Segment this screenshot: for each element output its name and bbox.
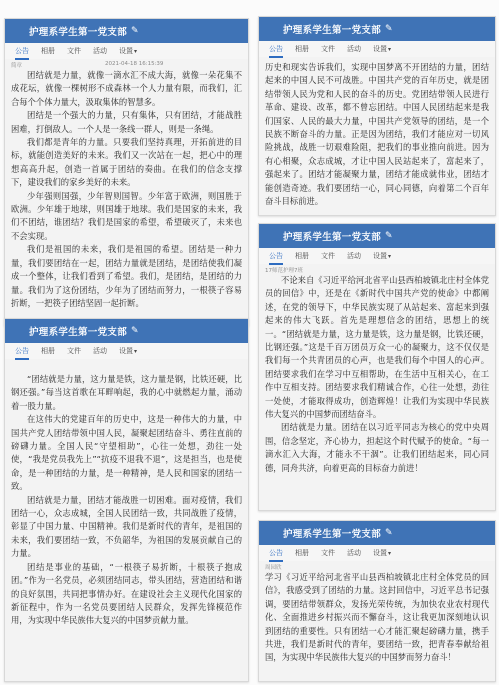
tab-activities[interactable]: 活动 (347, 252, 361, 260)
post-body (259, 274, 495, 475)
branch-title: 护理系学生第一党支部 (29, 27, 128, 38)
post-meta (5, 59, 248, 69)
card-header (5, 19, 248, 43)
tab-activities[interactable]: 活动 (93, 347, 107, 355)
edit-icon[interactable]: ✎ (385, 24, 393, 34)
post-author: 简章 (11, 63, 23, 69)
tab-files[interactable]: 文件 (321, 549, 335, 557)
tab-settings[interactable] (373, 44, 391, 54)
post-body (259, 57, 495, 208)
post-paragraph: 历史和现实告诉我们，实现中国梦离不开团结的力量，团结起来的中国人民不可战胜。中国共产党的百年历史，就是团结带领人民为党和人民的奋斗的历史。党团结带领人民进行革命、建设、改革，都不曾忘团结。中国人民团结起来是我们国家、人民的最大力量，中国共产党领导的团结，是一个民族不断奋斗的力量。正是因为团结，我们才能应对一切风险挑战，战胜一切艰难险阻，把我们的事业推向前进。因为有心相聚，众志成城，才让中国人民站起来了，富起来了，强起来了。团结才能凝聚力量，团结才能成就伟业，团结才能创造奇迹。我们要团结一心，同心同德，向着第二个百年奋斗目标前进。 (265, 62, 489, 207)
tab-settings-label: 设置 (373, 45, 387, 53)
post-paragraph: 团结就是力量，就像一滴水汇不成大海，就像一朵花集不成花坛，就像一棵树形不成森林一个人力量有限，而我们，汇合每个个体力量大，汲取集体的智慧多。 (11, 70, 242, 107)
tab-album[interactable]: 相册 (41, 47, 55, 55)
post-paragraph: “团结就是力量，这力量是铁，这力量是钢，比铁还硬，比钢还强。”每当这首歌在耳畔响起，我的心中就燃起力量，涌动着一股力量。 (11, 374, 242, 411)
edit-icon[interactable]: ✎ (385, 231, 393, 241)
post-card-middle-right (258, 223, 496, 511)
tab-album[interactable]: 相册 (295, 549, 309, 557)
chevron-down-icon: ▾ (134, 348, 138, 355)
post-card-top-right (258, 16, 496, 216)
post-timestamp: 2021-04-18 16:15:39 (105, 61, 164, 67)
chevron-down-icon: ▾ (388, 550, 392, 557)
tab-activities[interactable]: 活动 (93, 47, 107, 55)
post-body (5, 69, 248, 310)
tab-settings[interactable] (119, 346, 137, 356)
branch-title: 护理系学生第一党支部 (283, 232, 382, 243)
post-paragraph: 少年强则国强，少年智则国智。少年富于欧洲，则国胜于欧洲。少年雄于地球，则国雄于地球。我们是国家的未来，我们不团结，谁团结？我们是国家的希望，希望破灭了，未来也不会实现。 (11, 190, 242, 241)
post-card-top-left (4, 18, 249, 326)
card-header (259, 521, 495, 545)
tab-files[interactable]: 文件 (321, 45, 335, 53)
tab-activities[interactable]: 活动 (347, 45, 361, 53)
card-header (5, 319, 248, 343)
tab-announcement[interactable]: 公告 (269, 549, 283, 557)
tab-bar (5, 343, 248, 359)
tab-announcement[interactable]: 公告 (15, 347, 29, 355)
tab-files[interactable]: 文件 (67, 347, 81, 355)
tab-settings-label: 设置 (119, 47, 133, 55)
tab-bar (259, 248, 495, 264)
tab-album[interactable]: 相册 (295, 45, 309, 53)
tab-bar (5, 43, 248, 59)
post-paragraph: 学习《习近平给河北省平山县西柏坡镇北庄村全体党员的回信》，我感受到了团结的力量。这封回信中，习近平总书记强调，要团结带领群众，发扬光荣传统，为加快农业农村现代化、全面推进乡村振兴而不懈奋斗，这让我更加深刻地认识到团结的重要性。只有团结一心才能汇聚起磅礴力量，携手共进，我们是新时代的青年，要团结一致，把青春奉献给祖国，为实现中华民族伟大复兴的中国梦而努力奋斗！ (265, 572, 489, 663)
post-body (5, 359, 248, 628)
post-paragraph: 团结就是力量。团结在以习近平同志为核心的党中央周围，信念坚定，齐心协力，担起这个时代赋予的使命。“每一滴水汇入大海，才能永不干涸”。让我们团结起来，同心同德，同舟共济，向着更高的目标奋力前进！ (265, 422, 489, 473)
branch-title: 护理系学生第一党支部 (283, 529, 382, 540)
post-paragraph: 我们都是青年的力量。只要我们坚持真理，开拓前进的目标，就能创造美好的未来。我们又一次站在一起，把心中的理想高高升起，创造一首属于团结的奏曲。在我们的信念支撑下，建设我们的家乡美好的未来。 (11, 137, 242, 188)
edit-icon[interactable]: ✎ (131, 326, 139, 336)
branch-title: 护理系学生第一党支部 (29, 327, 128, 338)
tab-bar (259, 41, 495, 57)
tab-announcement[interactable]: 公告 (269, 45, 283, 53)
post-paragraph: 团结是一个强大的力量，只有集体，只有团结，才能战胜困难，打倒敌人。一个人是一条线一群人，则是一条绳。 (11, 110, 242, 134)
tab-bar (259, 545, 495, 561)
tab-settings[interactable] (119, 46, 137, 56)
tab-announcement[interactable]: 公告 (269, 252, 283, 260)
post-card-bottom-right (258, 520, 496, 682)
card-header (259, 17, 495, 41)
post-author: 周园欣 (265, 565, 282, 571)
tab-settings[interactable] (373, 251, 391, 261)
tab-files[interactable]: 文件 (67, 47, 81, 55)
card-header (259, 224, 495, 248)
tab-album[interactable]: 相册 (41, 347, 55, 355)
chevron-down-icon: ▾ (388, 253, 392, 260)
post-paragraph: 不论来自《习近平给河北省平山县西柏坡镇北庄村全体党员的回信》中，还是在《新时代中国共产党的使命》中都阐述，在党的领导下，中华民族实现了从站起来、富起来到强起来的伟大飞跃。首先是理想信念的团结，思想上的统一。“团结就是力量，这力量是铁，这力量是钢，比铁还硬，比钢还强。”这是千百万团员万众一心的凝聚力，这不仅仅是我们每一个共青团员的心声，也是我们每个中国人的心声。团结要求我们在学习中互相帮助，在生活中互相关心，在工作中互相支持。团结要求我们精诚合作，心往一处想，劲往一处使，才能取得成功，创造辉煌！让我们为实现中华民族伟大复兴的中国梦而团结奋斗。 (265, 275, 489, 420)
tab-activities[interactable]: 活动 (347, 549, 361, 557)
post-author: 17师范护理7班 (265, 268, 303, 274)
tab-announcement[interactable]: 公告 (15, 47, 29, 55)
tab-files[interactable]: 文件 (321, 252, 335, 260)
post-meta (259, 264, 495, 274)
edit-icon[interactable]: ✎ (131, 26, 139, 36)
tab-album[interactable]: 相册 (295, 252, 309, 260)
tab-settings-label: 设置 (373, 252, 387, 260)
tab-settings-label: 设置 (119, 347, 133, 355)
post-meta (259, 561, 495, 571)
edit-icon[interactable]: ✎ (385, 528, 393, 538)
chevron-down-icon: ▾ (388, 46, 392, 53)
post-card-bottom-left (4, 318, 249, 682)
tab-settings[interactable] (373, 548, 391, 558)
branch-title: 护理系学生第一党支部 (283, 25, 382, 36)
tab-settings-label: 设置 (373, 549, 387, 557)
post-paragraph: 团结是事业的基础，“一根筷子易折断，十根筷子抱成团。”作为一名党员，必须团结同志，带头团结，营造团结和谐的良好氛围，共同把事情办好。在建设社会主义现代化国家的新征程中，作为一名党员要团结人民群众，发挥先锋模范作用，为实现中华民族伟大复兴的中国梦贡献力量。 (11, 561, 242, 626)
post-paragraph: 团结就是力量，团结才能战胜一切困难。面对疫情，我们团结一心，众志成城，全国人民团结一致，共同战胜了疫情，彰显了中国力量、中国精神。我们是新时代的青年，是祖国的未来，我们要团结一致，不负韶华，为祖国的发展贡献自己的力量。 (11, 494, 242, 559)
post-paragraph: 在这伟大的党建百年的历史中，这是一种伟大的力量，中国共产党人团结带领中国人民，凝聚起团结奋斗、勇往直前的磅礴力量。全国人民“守望相助”，心往一处想，劲往一处使，“我是党员我先上”“抗疫不退我不退”，这是担当，也是使命，是一种团结的力量，是一种精神，是人民和国家的团结一致。 (11, 414, 242, 492)
chevron-down-icon: ▾ (134, 48, 138, 55)
post-body (259, 571, 495, 665)
post-paragraph: 我们是祖国的未来，我们是祖国的希望。团结是一种力量，我们要团结在一起，团结力量就是团结，是团结使我们凝成一个整体，让我们看到了希望。我们，是团结，是团结的力量。我们为了这份团结，少年为了团结而努力，一根筷子容易折断，一把筷子团结坚固一起折断。 (11, 244, 242, 308)
